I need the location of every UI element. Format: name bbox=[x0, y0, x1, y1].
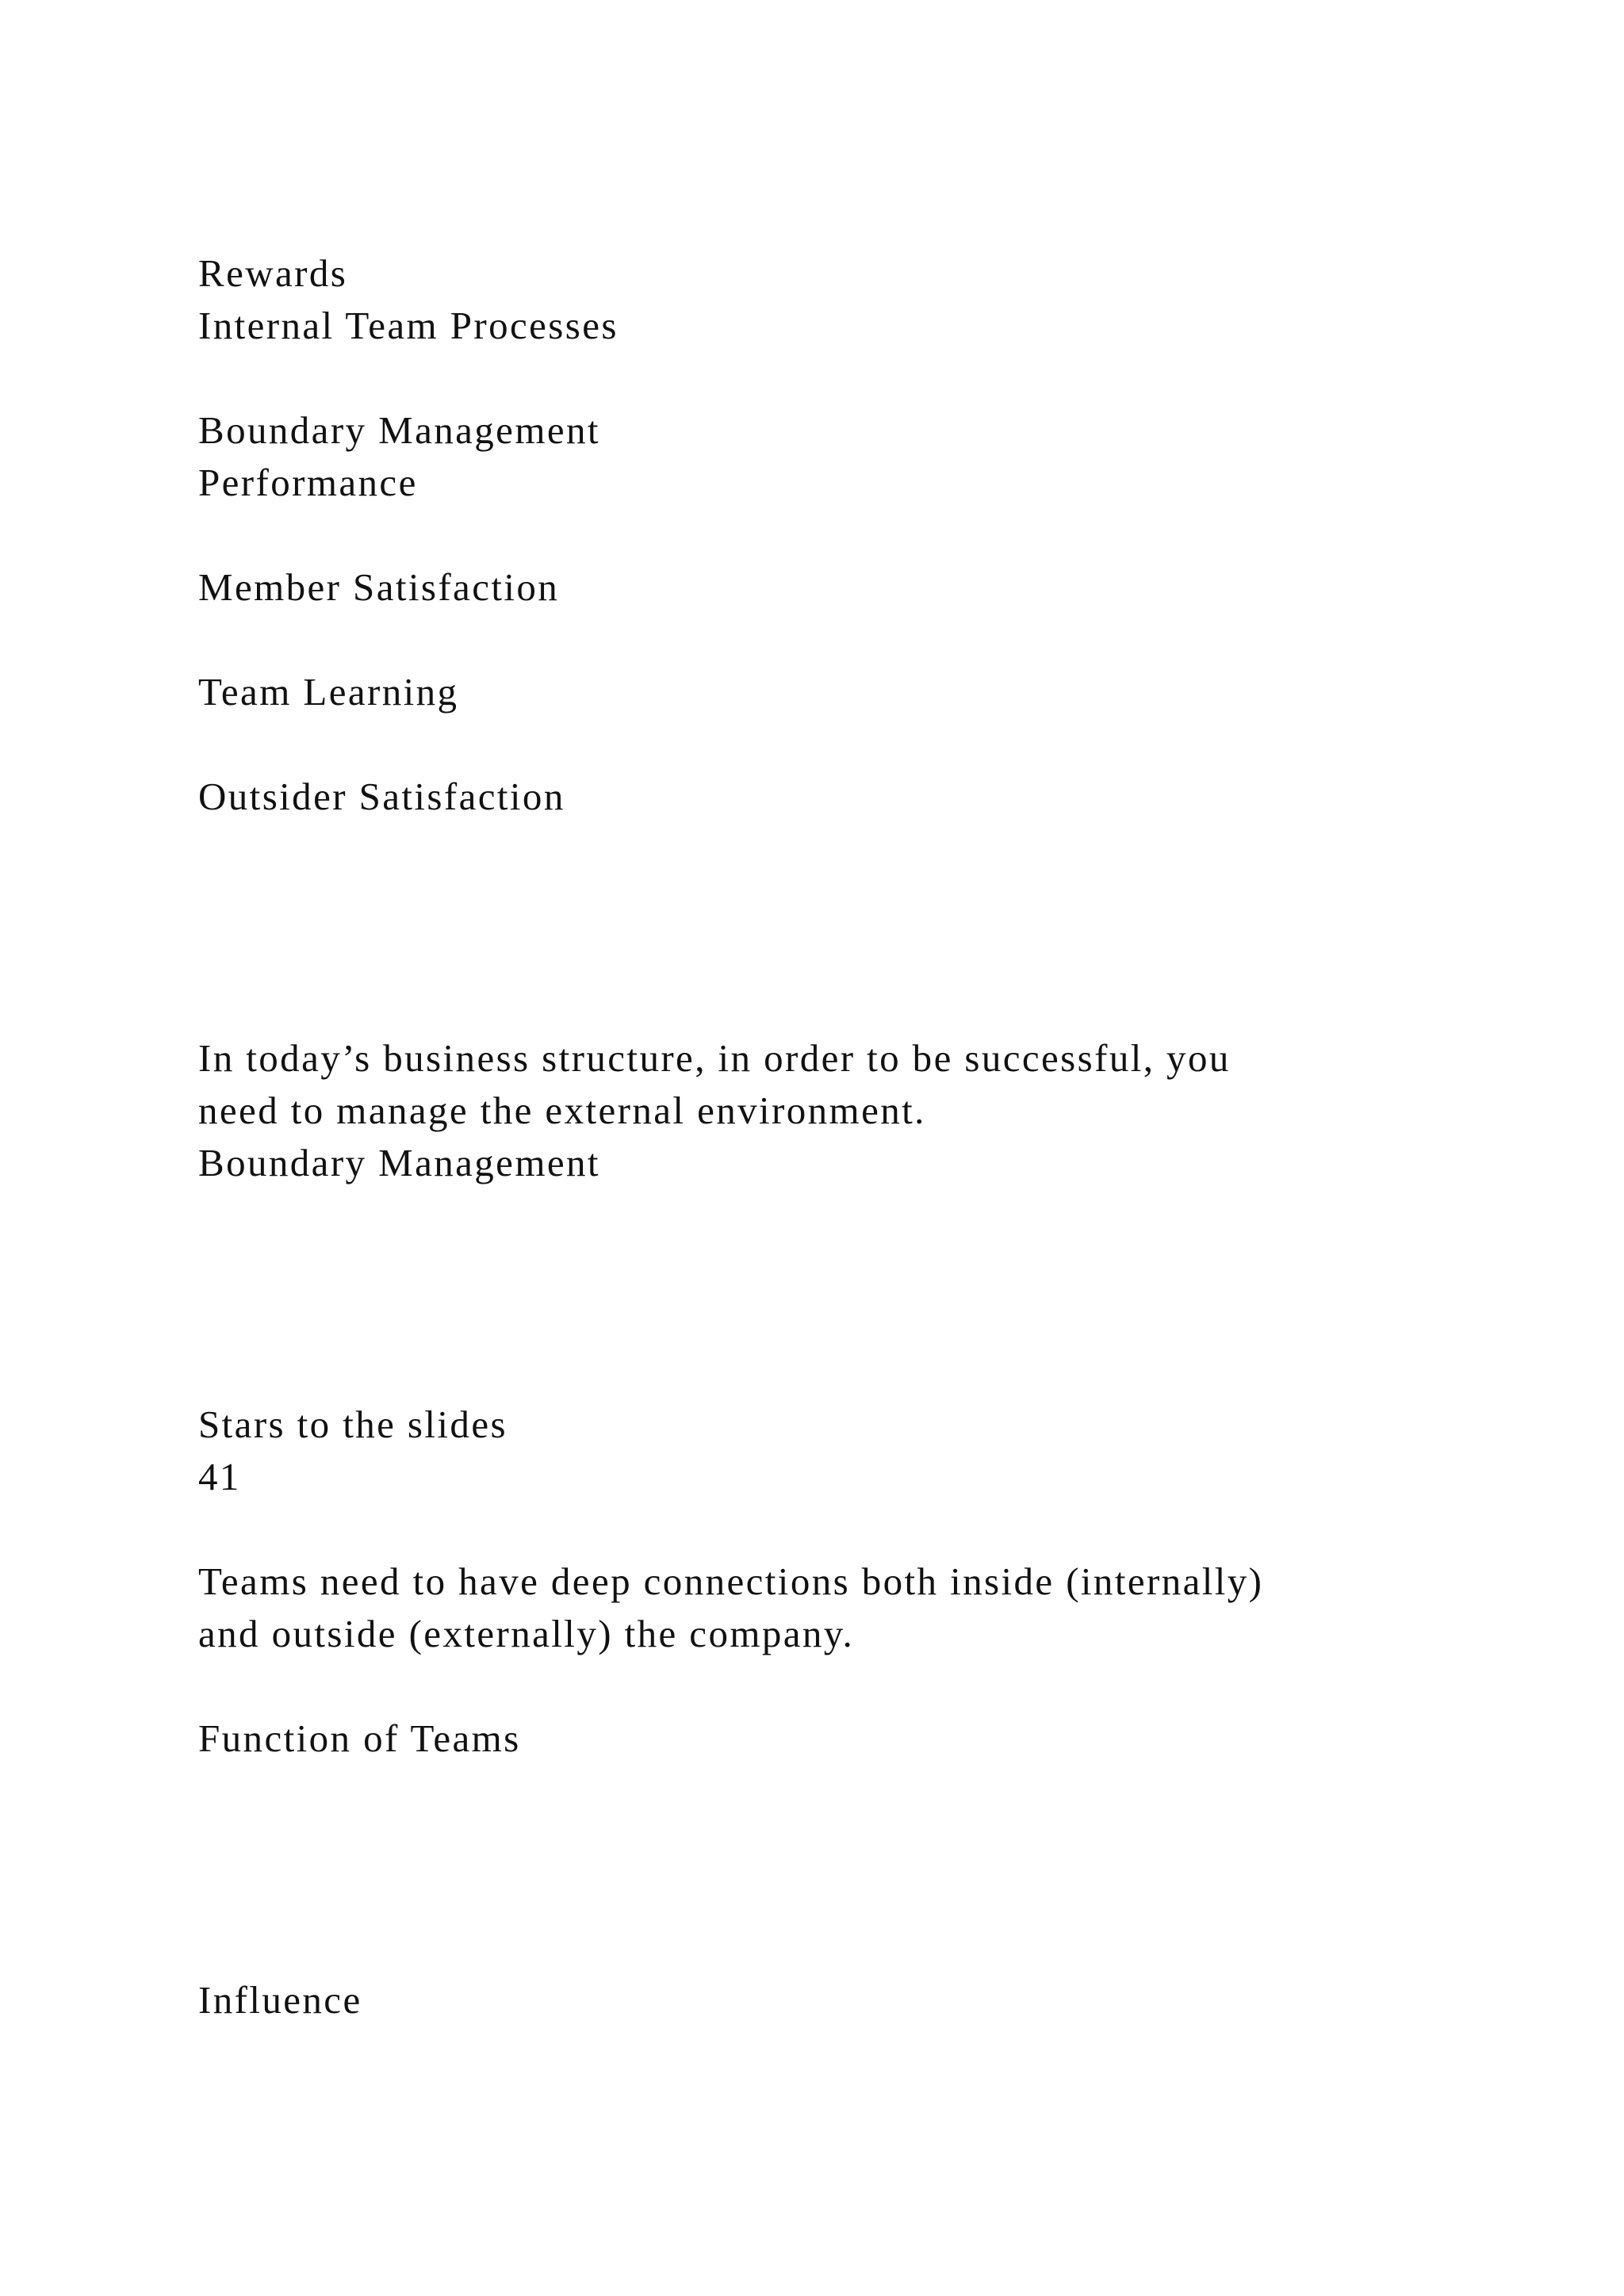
text-slide-number: 41 bbox=[198, 1455, 241, 1498]
paragraph2-line-2: and outside (externally) the company. bbox=[198, 1612, 855, 1655]
text-internal-team-processes: Internal Team Processes bbox=[198, 304, 619, 347]
text-rewards: Rewards bbox=[198, 251, 348, 295]
text-stars-to-the-slides: Stars to the slides bbox=[198, 1402, 508, 1446]
text-member-satisfaction: Member Satisfaction bbox=[198, 565, 560, 609]
text-outsider-satisfaction: Outsider Satisfaction bbox=[198, 775, 565, 818]
paragraph-line-2: need to manage the external environment. bbox=[198, 1089, 926, 1132]
paragraph2-line-1: Teams need to have deep connections both inside (internally) bbox=[198, 1559, 1264, 1603]
text-function-of-teams: Function of Teams bbox=[198, 1716, 521, 1760]
text-team-learning: Team Learning bbox=[198, 670, 459, 714]
paragraph-line-1: In today’s business structure, in order to be successful, you bbox=[198, 1036, 1231, 1080]
text-performance: Performance bbox=[198, 461, 418, 504]
text-boundary-management: Boundary Management bbox=[198, 408, 600, 452]
text-influence: Influence bbox=[198, 1978, 362, 2022]
text-boundary-management-2: Boundary Management bbox=[198, 1141, 600, 1184]
